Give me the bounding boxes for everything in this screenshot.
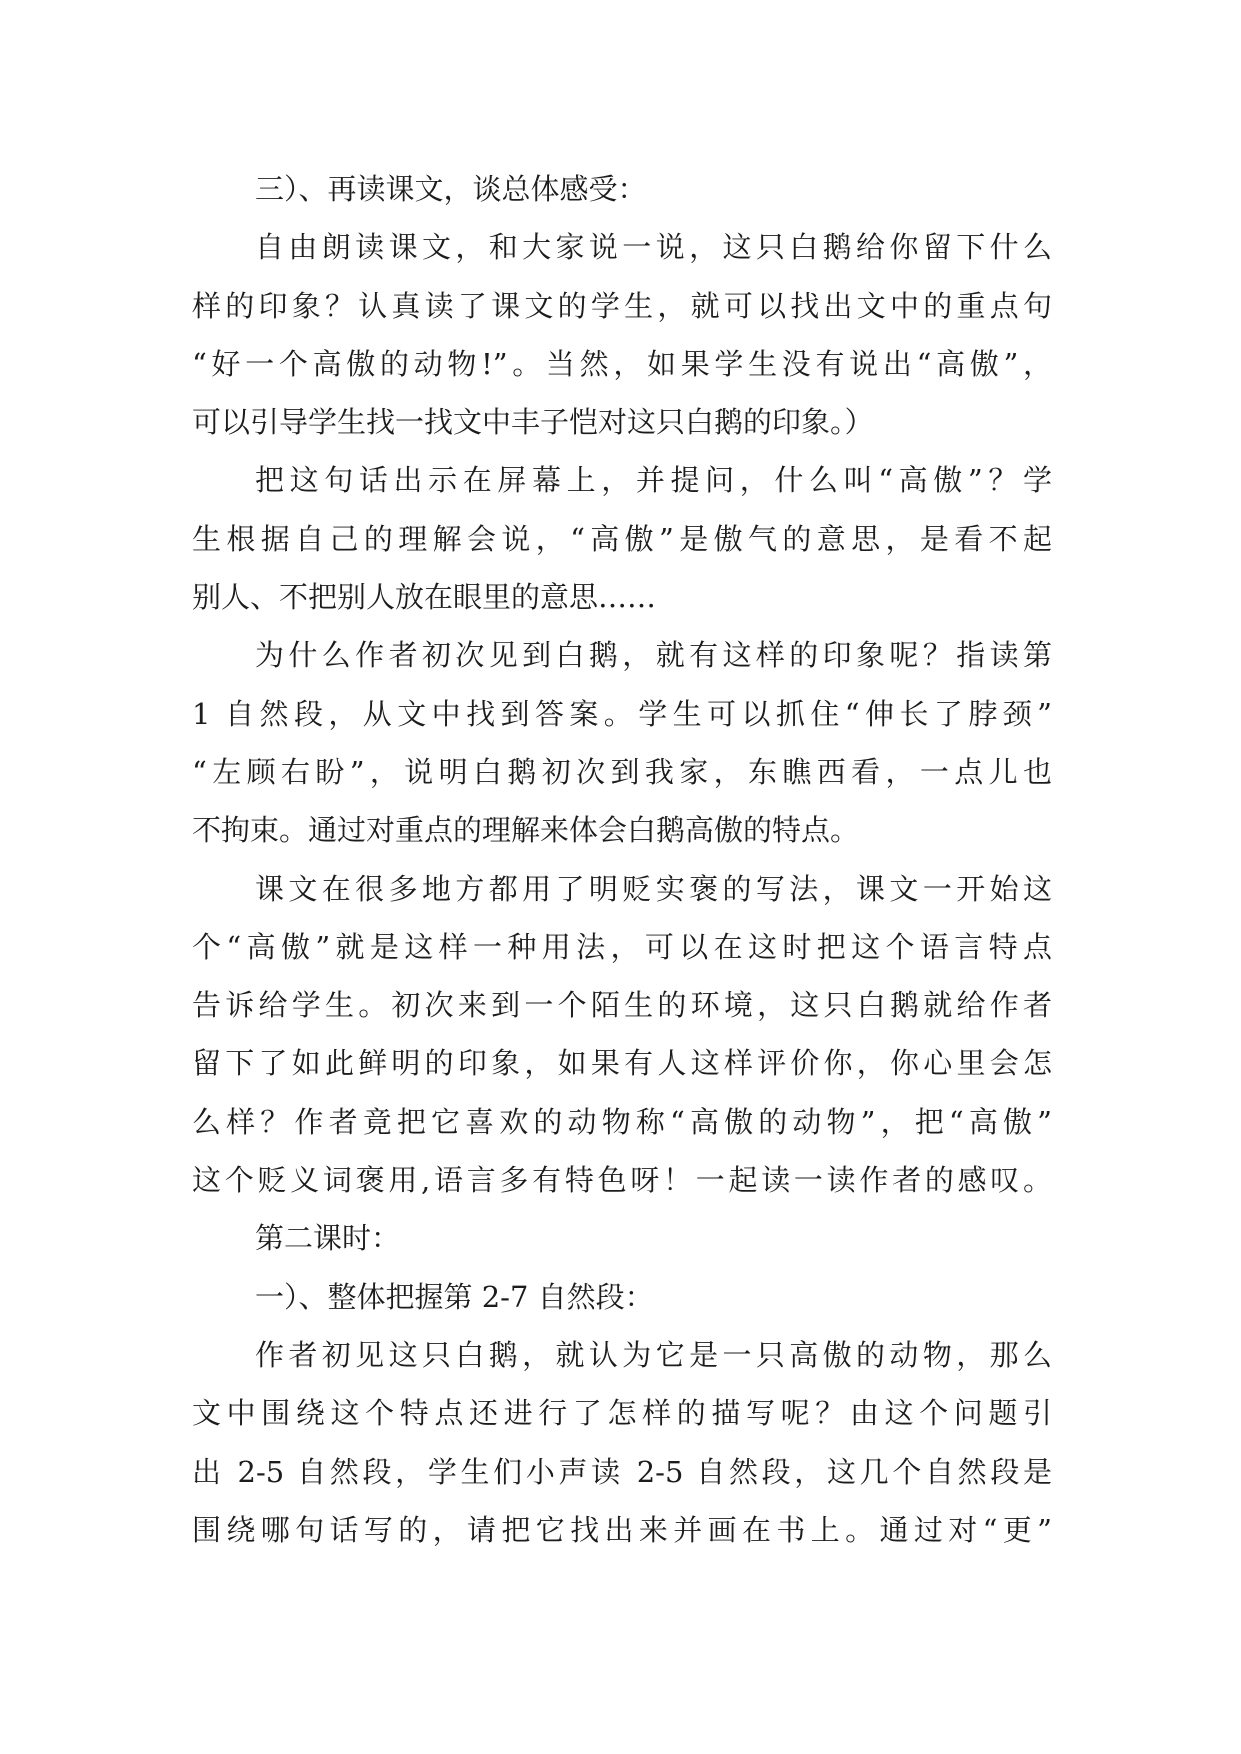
text-line: 课文在很多地方都用了明贬实褒的写法，课文一开始这 <box>255 871 1052 906</box>
text-line: 生根据自己的理解会说，“高傲”是傲气的意思，是看不起 <box>192 521 1052 556</box>
text-line: 可以引导学生找一找文中丰子恺对这只白鹅的印象。） <box>192 405 874 440</box>
text-line: “左顾右盼”，说明白鹅初次到我家，东瞧西看，一点儿也 <box>192 754 1052 789</box>
text-line: 个“高傲”就是这样一种用法，可以在这时把这个语言特点 <box>192 929 1052 964</box>
text-line: 样的印象？认真读了课文的学生，就可以找出文中的重点句 <box>192 288 1052 323</box>
text-line: 告诉给学生。初次来到一个陌生的环境，这只白鹅就给作者 <box>192 988 1052 1023</box>
text-line: 别人、不把别人放在眼里的意思…… <box>192 580 657 615</box>
text-line: 么样？作者竟把它喜欢的动物称“高傲的动物”，把“高傲” <box>192 1104 1052 1139</box>
text-line: 第二课时： <box>255 1221 401 1256</box>
text-line: 不拘束。通过对重点的理解来体会白鹅高傲的特点。 <box>192 813 860 848</box>
text-line: 这个贬义词褒用,语言多有特色呀！一起读一读作者的感叹。 <box>192 1163 1052 1198</box>
text-line: 把这句话出示在屏幕上，并提问，什么叫“高傲”？学 <box>255 463 1052 498</box>
document-body <box>192 160 1052 1559</box>
text-line: 三）、再读课文，谈总体感受： <box>255 172 647 206</box>
text-line: 自由朗读课文，和大家说一说，这只白鹅给你留下什么 <box>255 230 1052 265</box>
text-line: 1 自然段，从文中找到答案。学生可以抓住“伸长了脖颈” <box>192 696 1052 731</box>
text-line: 一）、整体把握第 2-7 自然段： <box>255 1279 654 1314</box>
text-line: 围绕哪句话写的，请把它找出来并画在书上。通过对“更” <box>192 1512 1052 1547</box>
text-line: 留下了如此鲜明的印象，如果有人这样评价你，你心里会怎 <box>192 1046 1052 1081</box>
text-line: 出 2-5 自然段，学生们小声读 2-5 自然段，这几个自然段是 <box>192 1454 1052 1489</box>
text-line: 作者初见这只白鹅，就认为它是一只高傲的动物，那么 <box>255 1337 1052 1372</box>
text-line: 为什么作者初次见到白鹅，就有这样的印象呢？指读第 <box>255 638 1052 673</box>
text-line: “好一个高傲的动物!”。当然，如果学生没有说出“高傲”， <box>192 346 1052 381</box>
text-line: 文中围绕这个特点还进行了怎样的描写呢？由这个问题引 <box>192 1396 1052 1431</box>
